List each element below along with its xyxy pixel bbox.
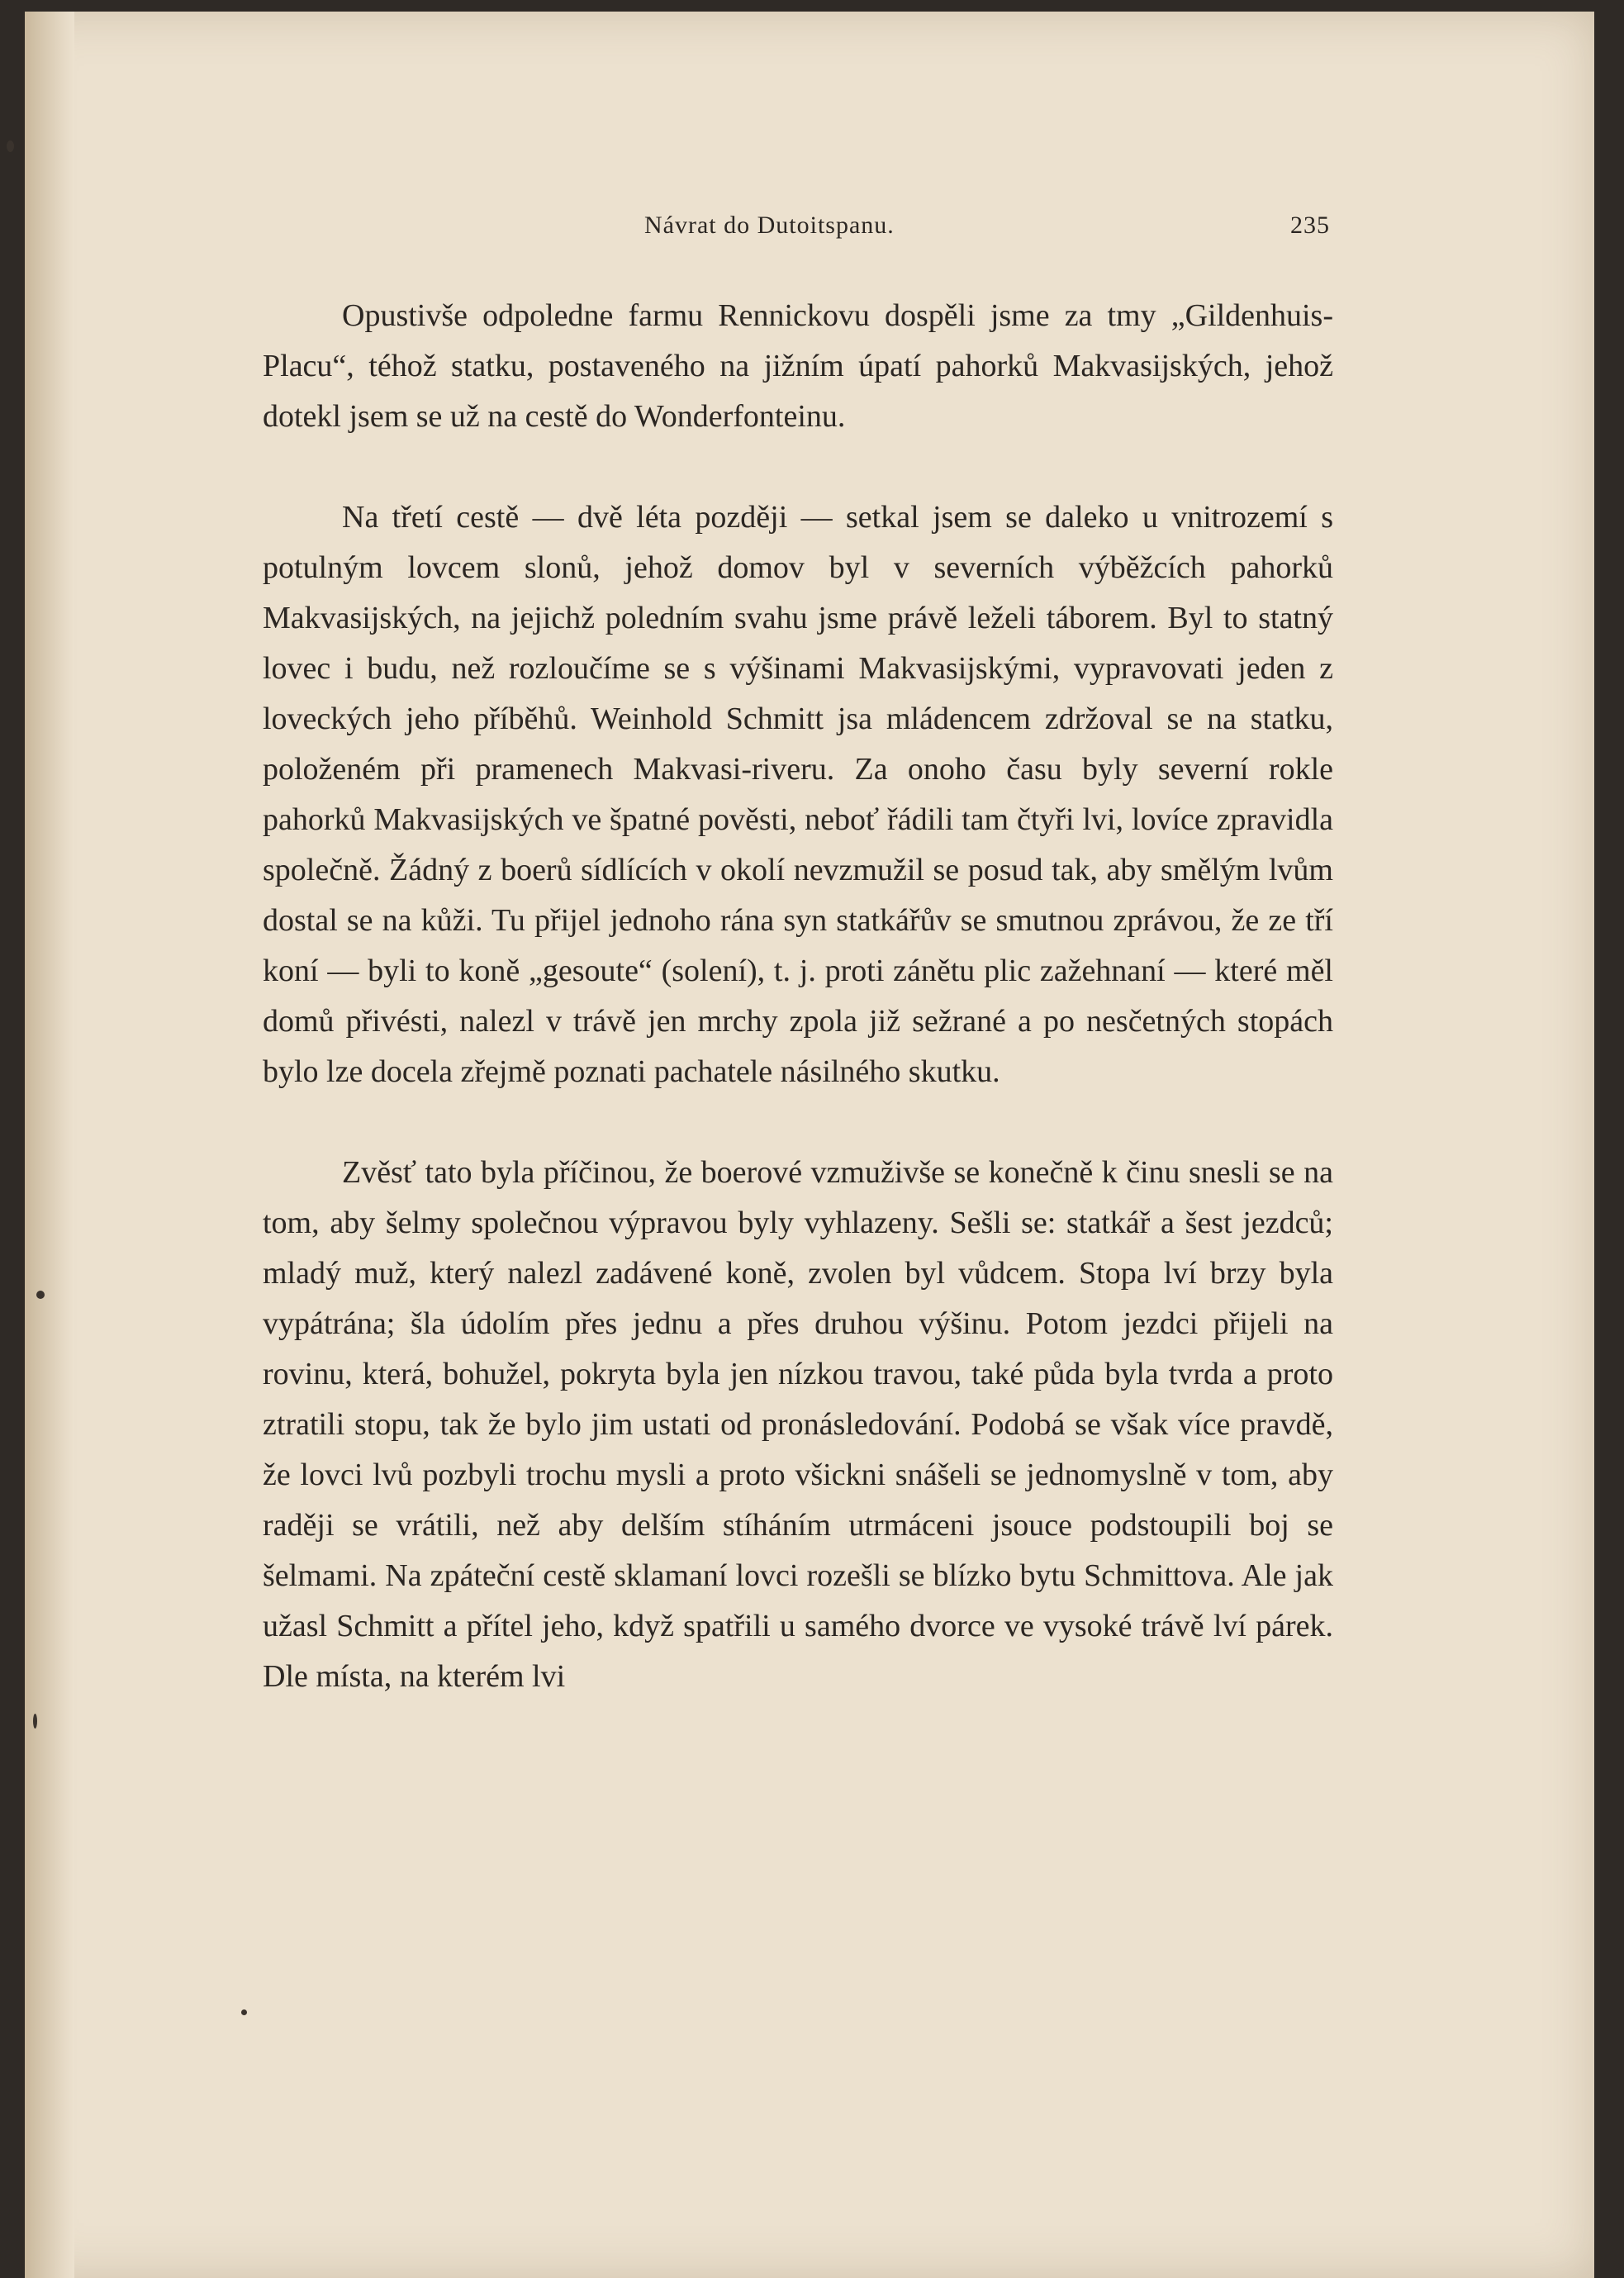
page-number: 235 xyxy=(1290,212,1330,239)
margin-speck xyxy=(7,140,14,152)
page-gutter xyxy=(25,12,74,2278)
running-header xyxy=(264,212,1330,248)
paragraph: Na třetí cestě — dvě léta později — setkal jsem se daleko u vnitrozemí s potulným lovcem slonů, jehož domov byl v severních výběžcích pahorků Makvasijských, na jejichž poledním svahu jsme právě leželi táborem. Byl to statný lovec i budu, než rozloučíme se s výšinami Makvasijskými, vypravovati jeden z loveckých jeho příběhů. Weinhold Schmitt jsa mládencem zdržoval se na statku, položeném při pramenech Makvasi-riveru. Za onoho času byly severní rokle pahorků Makvasijských ve špatné pověsti, neboť řádili tam čtyři lvi, lovíce zpravidla společně. Žádný z boerů sídlících v okolí nevzmužil se posud tak, aby smělým lvům dostal se na kůži. Tu přijel jednoho rána syn statkářův se smutnou zprávou, že ze tří koní — byli to koně „gesoute“ (solení), t. j. proti zánětu plic zažehnaní — které měl domů přivésti, nalezl v trávě jen mrchy zpola již sežrané a po nesčetných stopách bylo lze docela zřejmě poznati pachatele násilného skutku. xyxy=(263,500,1333,1089)
running-title: Návrat do Dutoitspanu. xyxy=(644,212,895,239)
paragraph: Opustivše odpoledne farmu Rennickovu dospěli jsme za tmy „Gildenhuis-Placu“, téhož statku, postaveného na jižním úpatí pahorků Makvasijských, jehož dotekl jsem se už na cestě do Wonderfonteinu. xyxy=(263,298,1333,434)
margin-speck xyxy=(36,1291,45,1299)
paragraph: Zvěsť tato byla příčinou, že boerové vzmuživše se konečně k činu snesli se na tom, aby šelmy společnou výpravou byly vyhlazeny. Sešli se: statkář a šest jezdců; mladý muž, který nalezl zadávené koně, zvolen byl vůdcem. Stopa lví brzy byla vypátrána; šla údolím přes jednu a přes druhou výšinu. Potom jezdci přijeli na rovinu, která, bohužel, pokryta byla jen nízkou travou, také půda byla tvrda a proto ztratili stopu, tak že bylo jim ustati od pronásledování. Podobá se však více pravdě, že lovci lvů pozbyli trochu mysli a proto všickni snášeli se jednomyslně v tom, aby raději se vrátili, než aby delším stíháním utrmáceni jsouce podstoupili boj se šelmami. Na zpáteční cestě sklamaní lovci rozešli se blízko bytu Schmittova. Ale jak užasl Schmitt a přítel jeho, když spatřili u samého dvorce ve vysoké trávě lví párek. Dle místa, na kterém lvi xyxy=(263,1155,1333,1694)
margin-speck xyxy=(241,2009,247,2015)
body-text xyxy=(263,291,1333,1752)
margin-speck xyxy=(33,1714,37,1729)
